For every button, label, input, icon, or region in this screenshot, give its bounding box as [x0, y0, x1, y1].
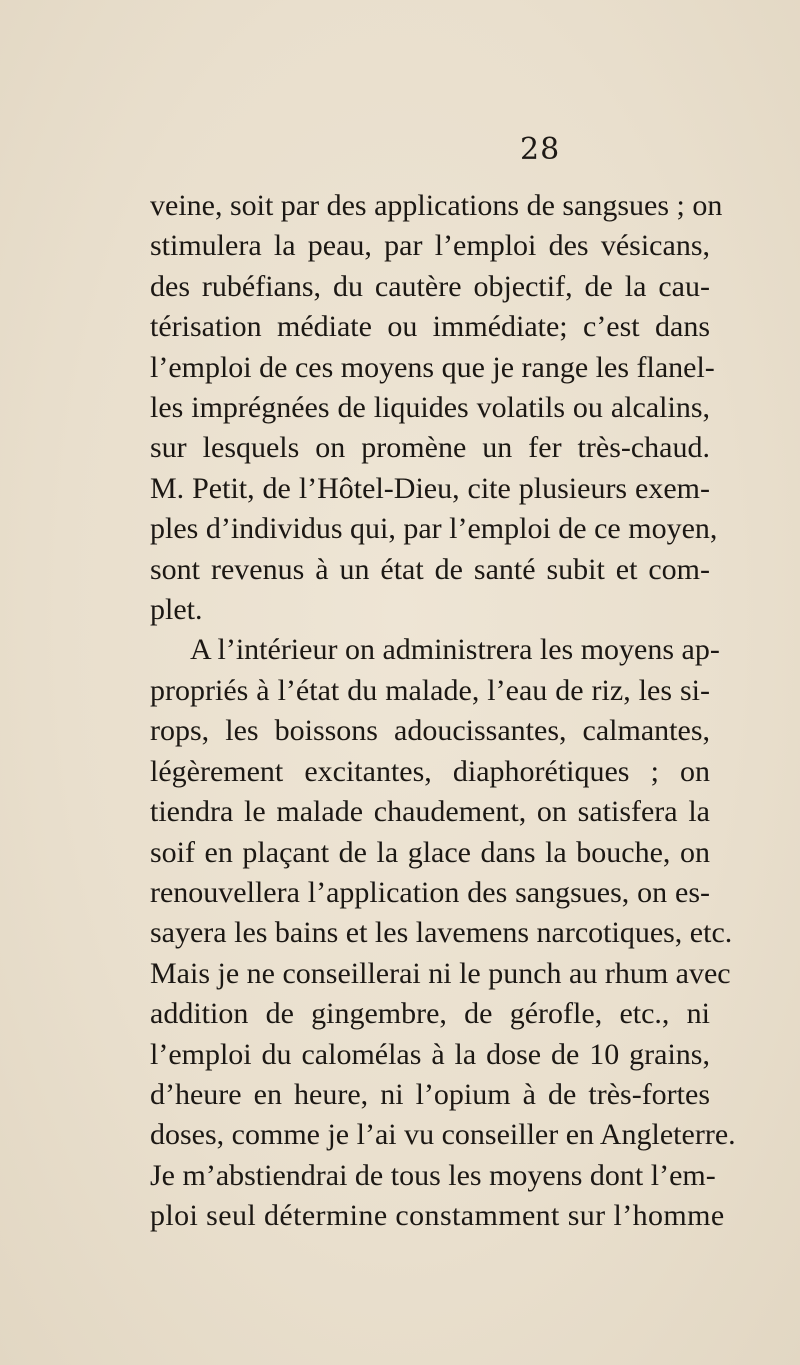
text-line: ples d’individus qui, par l’emploi de ce moyen, [150, 512, 718, 546]
text-line: plet. [150, 593, 203, 627]
text-line: soif en plaçant de la glace dans la bouche, on [150, 835, 710, 869]
text-line: veine, soit par des applications de sangsues ; on [150, 189, 723, 222]
text-line: ploi seul détermine constamment sur l’homme [150, 1199, 725, 1233]
text-line: doses, comme je l’ai vu conseiller en Angleterre. [150, 1118, 736, 1152]
text-line: sont revenus à un état de santé subit et com- [150, 552, 710, 586]
text-line: sayera les bains et les lavemens narcotiques, etc. [150, 916, 733, 950]
text-line: propriés à l’état du malade, l’eau de riz, les si- [150, 673, 710, 707]
body-text [150, 186, 736, 1237]
text-line: légèrement excitantes, diaphorétiques ; on [150, 754, 710, 788]
text-line: térisation médiate ou immédiate; c’est dans [150, 310, 710, 344]
text-line: tiendra le malade chaudement, on satisfera la [150, 795, 710, 829]
text-line: sur lesquels on promène un fer très-chaud. [150, 431, 710, 465]
text-line: rops, les boissons adoucissantes, calmantes, [150, 714, 710, 748]
text-line: l’emploi de ces moyens que je range les flanel- [150, 350, 715, 384]
text-line: l’emploi du calomélas à la dose de 10 grains, [150, 1037, 710, 1071]
text-line: renouvellera l’application des sangsues, on es- [150, 875, 710, 909]
text-line: addition de gingembre, de gérofle, etc., ni [150, 997, 710, 1031]
text-line: stimulera la peau, par l’emploi des vésicans, [150, 229, 710, 263]
text-line: Je m’abstiendrai de tous les moyens dont l’em- [150, 1158, 716, 1192]
text-line: d’heure en heure, ni l’opium à de très-fortes [150, 1077, 710, 1111]
text-line: A l’intérieur on administrera les moyens ap- [190, 633, 720, 667]
text-line: M. Petit, de l’Hôtel-Dieu, cite plusieurs exem- [150, 471, 710, 505]
text-line: Mais je ne conseillerai ni le punch au rhum avec [150, 956, 731, 990]
page-number: 28 [520, 132, 561, 167]
text-line: les imprégnées de liquides volatils ou alcalins, [150, 391, 710, 425]
text-line: des rubéfians, du cautère objectif, de la cau- [150, 269, 710, 303]
